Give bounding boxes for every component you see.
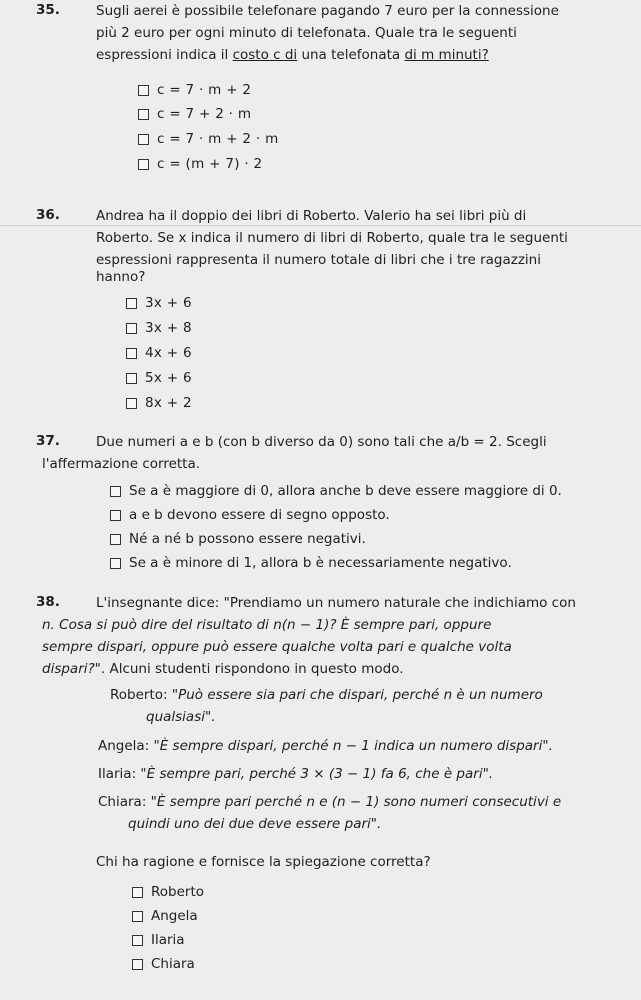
question-text <box>96 0 626 66</box>
student-name: Angela: <box>98 738 154 754</box>
option-label: c = 7 + 2 · m <box>157 106 252 122</box>
checkbox[interactable] <box>126 398 137 409</box>
text-line: Sugli aerei è possibile telefonare pagando 7 euro per la connessione <box>96 3 559 19</box>
answer-angela <box>98 735 598 757</box>
option-label: Chiara <box>151 956 195 972</box>
checkbox[interactable] <box>110 486 121 497</box>
text-line <box>96 44 626 66</box>
option-label: c = 7 · m + 2 <box>157 82 252 98</box>
student-answer: "È sempre pari, perché 3 × (3 − 1) fa 6, che è pari". <box>140 766 494 782</box>
option-3[interactable] <box>138 131 279 147</box>
option-label: Ilaria <box>151 932 185 948</box>
option-label: 4x + 6 <box>145 345 192 361</box>
student-answer: "Può essere sia pari che dispari, perché n è un numero <box>171 687 543 703</box>
checkbox[interactable] <box>126 373 137 384</box>
option-label: Se a è maggiore di 0, allora anche b deve essere maggiore di 0. <box>129 483 562 499</box>
option-3[interactable] <box>126 345 192 361</box>
option-label: a e b devono essere di segno opposto. <box>129 507 390 523</box>
text-line: sempre dispari, oppure può essere qualche volta pari e qualche volta <box>42 639 512 655</box>
checkbox[interactable] <box>138 109 149 120</box>
option-label: 3x + 6 <box>145 295 192 311</box>
underlined-segment: costo c di <box>232 47 298 63</box>
checkbox[interactable] <box>126 348 137 359</box>
text-segment: espressioni indica il <box>96 47 233 63</box>
checkbox[interactable] <box>132 935 143 946</box>
option-1[interactable] <box>132 884 204 900</box>
answer-chiara <box>98 791 598 835</box>
checkbox[interactable] <box>110 534 121 545</box>
answer-ilaria <box>98 763 598 785</box>
checkbox[interactable] <box>110 558 121 569</box>
option-1[interactable] <box>110 483 562 499</box>
option-2[interactable] <box>110 507 390 523</box>
text-line <box>98 791 598 813</box>
checkbox[interactable] <box>138 134 149 145</box>
question-text <box>96 205 626 271</box>
text-line <box>42 658 630 680</box>
checkbox[interactable] <box>110 510 121 521</box>
checkbox[interactable] <box>132 887 143 898</box>
checkbox[interactable] <box>126 323 137 334</box>
text-line: qualsiasi". <box>146 709 216 725</box>
text-line <box>110 684 610 706</box>
option-1[interactable] <box>138 82 251 98</box>
checkbox[interactable] <box>138 159 149 170</box>
question-text-continued <box>42 614 630 680</box>
checkbox[interactable] <box>132 959 143 970</box>
text-line: espressioni rappresenta il numero totale di libri che i tre ragazzini <box>96 252 541 268</box>
text-segment: una telefonata <box>297 47 405 63</box>
text-line: più 2 euro per ogni minuto di telefonata. Quale tra le seguenti <box>96 25 517 41</box>
text-line: n. Cosa si può dire del risultato di n(n − 1)? È sempre pari, oppure <box>42 617 492 633</box>
question-text <box>96 592 626 614</box>
checkbox[interactable] <box>132 911 143 922</box>
text-line: Andrea ha il doppio dei libri di Roberto. Valerio ha sei libri più di <box>96 208 527 224</box>
option-label: Angela <box>151 908 198 924</box>
text-line: l'affermazione corretta. <box>42 456 201 472</box>
text-segment: L'insegnante dice: "Prendiamo un numero naturale che indichiamo con <box>96 595 576 611</box>
option-3[interactable] <box>110 531 366 547</box>
student-name: Roberto: <box>110 687 172 703</box>
option-label: Roberto <box>151 884 205 900</box>
question-text <box>96 431 626 453</box>
option-4[interactable] <box>110 555 512 571</box>
text-segment: . Alcuni studenti rispondono in questo modo. <box>100 661 404 677</box>
option-2[interactable] <box>138 106 251 122</box>
option-label: Né a né b possono essere negativi. <box>129 531 366 547</box>
text-line <box>96 592 626 614</box>
option-4[interactable] <box>132 956 195 972</box>
answer-roberto <box>110 684 610 728</box>
question-number: 36. <box>36 207 60 223</box>
question-number: 35. <box>36 2 60 18</box>
option-label: c = 7 · m + 2 · m <box>157 131 279 147</box>
student-answer: "È sempre dispari, perché n − 1 indica un numero dispari". <box>153 738 553 754</box>
text-line: Due numeri a e b (con b diverso da 0) sono tali che a/b = 2. Scegli <box>96 434 547 450</box>
option-1[interactable] <box>126 295 192 311</box>
checkbox[interactable] <box>126 298 137 309</box>
question-number: 37. <box>36 433 60 449</box>
question-prompt: Chi ha ragione e fornisce la spiegazione corretta? <box>96 854 431 870</box>
option-label: 3x + 8 <box>145 320 192 336</box>
option-2[interactable] <box>126 320 192 336</box>
checkbox[interactable] <box>138 85 149 96</box>
option-2[interactable] <box>132 908 198 924</box>
text-line: quindi uno dei due deve essere pari". <box>128 816 382 832</box>
text-line: Roberto. Se x indica il numero di libri di Roberto, quale tra le seguenti <box>96 230 568 246</box>
student-name: Chiara: <box>98 794 151 810</box>
option-5[interactable] <box>126 395 192 411</box>
text-line: hanno? <box>96 269 146 285</box>
underlined-segment: di m minuti? <box>404 47 489 63</box>
student-name: Ilaria: <box>98 766 141 782</box>
option-4[interactable] <box>138 156 262 172</box>
option-label: c = (m + 7) · 2 <box>157 156 263 172</box>
option-4[interactable] <box>126 370 192 386</box>
text-segment: dispari?" <box>42 661 101 677</box>
option-label: Se a è minore di 1, allora b è necessariamente negativo. <box>129 555 512 571</box>
student-answer: "È sempre pari perché n e (n − 1) sono numeri consecutivi e <box>150 794 562 810</box>
option-3[interactable] <box>132 932 185 948</box>
question-number: 38. <box>36 594 60 610</box>
option-label: 5x + 6 <box>145 370 192 386</box>
option-label: 8x + 2 <box>145 395 192 411</box>
